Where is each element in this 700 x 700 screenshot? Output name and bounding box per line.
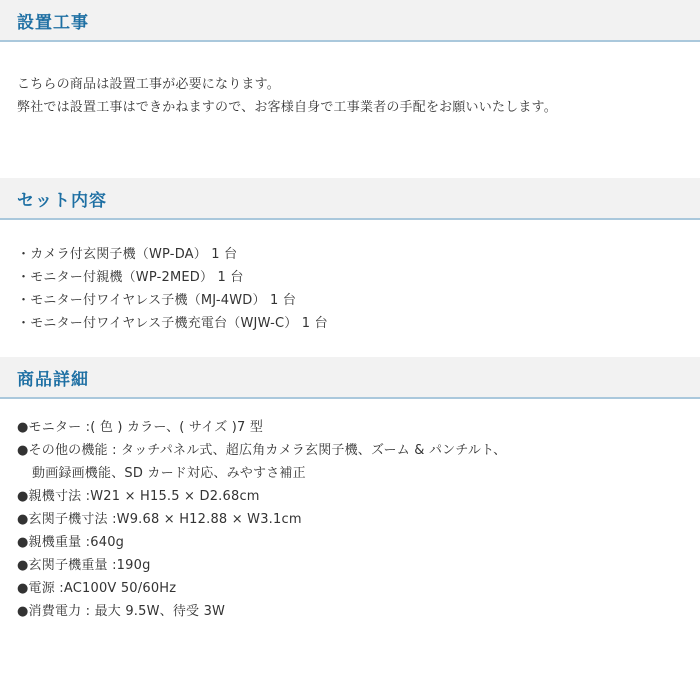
set-contents-item: ・モニター付親機（WP-2MED） 1 台 — [17, 270, 244, 285]
product-detail-line: ●親機重量 :640g — [17, 535, 125, 550]
product-detail-line: ●電源 :AC100V 50/60Hz — [17, 581, 177, 596]
product-details-section-title: 商品詳細 — [17, 370, 89, 390]
set-contents-section-header — [0, 178, 700, 220]
product-detail-line: ●玄関子機重量 :190g — [17, 558, 151, 573]
set-contents-item: ・カメラ付玄関子機（WP-DA） 1 台 — [17, 247, 238, 262]
installation-section-title: 設置工事 — [17, 13, 89, 33]
product-detail-line: ●消費電力 : 最大 9.5W、待受 3W — [17, 604, 226, 619]
product-detail-line-continued: 動画録画機能、SD カード対応、みやすさ補正 — [32, 466, 306, 481]
product-details-section-header — [0, 357, 700, 399]
set-contents-item: ・モニター付ワイヤレス子機（MJ-4WD） 1 台 — [17, 293, 297, 308]
installation-section-header — [0, 0, 700, 42]
set-contents-item: ・モニター付ワイヤレス子機充電台（WJW-C） 1 台 — [17, 316, 328, 331]
product-detail-line: ●玄関子機寸法 :W9.68 × H12.88 × W3.1cm — [17, 512, 302, 527]
product-detail-line: ●親機寸法 :W21 × H15.5 × D2.68cm — [17, 489, 260, 504]
installation-line: 弊社では設置工事はできかねますので、お客様自身で工事業者の手配をお願いいたします。 — [17, 100, 557, 115]
installation-line: こちらの商品は設置工事が必要になります。 — [17, 77, 280, 92]
product-detail-line: ●その他の機能 : タッチパネル式、超広角カメラ玄関子機、ズーム & パンチルト、 — [17, 443, 507, 458]
set-contents-section-title: セット内容 — [17, 191, 107, 211]
product-detail-line: ●モニター :( 色 ) カラー、( サイズ )7 型 — [17, 420, 264, 435]
